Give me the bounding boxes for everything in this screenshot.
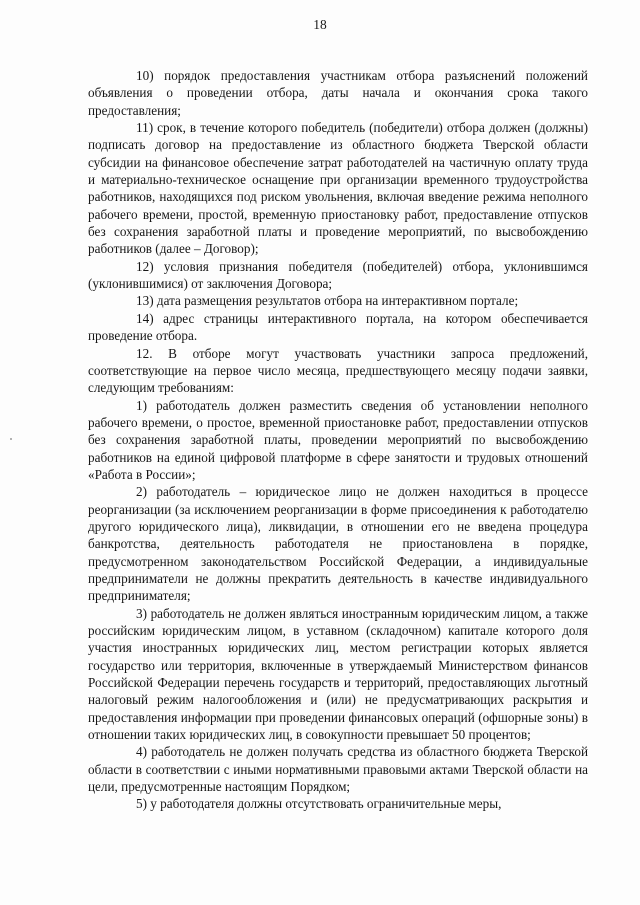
scan-speck [10,438,12,440]
paragraph-item-13: 13) дата размещения результатов отбора на интерактивном портале; [136,293,519,309]
page-number: 18 [313,17,327,32]
paragraph-requirement-2: 2) работодатель – юридическое лицо не должен находиться в процессе реорганизации (за исключением реорганизации в форме присоединения к работодателю другого юридического лица), ликвидации, в отношении его не введена процедура банкротства, деятельность работодателя не приостановлена в порядке, предусмотренном законодательством Российской Федерации, а индивидуальные предприниматели не должны прекратить деятельность в качестве индивидуального предпринимателя; [88,484,588,604]
paragraph-item-10: 10) порядок предоставления участникам отбора разъяснений положений объявления о проведении отбора, даты начала и окончания срока такого предоставления; [88,68,588,118]
paragraph-requirement-1: 1) работодатель должен разместить сведения об установлении неполного рабочего времени, о простое, временной приостановке работ, предоставлении отпусков без сохранения заработной платы, проведении мероприятий по высвобождению работников на единой цифровой платформе в сфере занятости и трудовых отношений «Работа в России»; [88,397,588,482]
paragraph-requirement-4: 4) работодатель не должен получать средства из областного бюджета Тверской области в соответствии с иными нормативными правовыми актами Тверской области на цели, предусмотренные настоящим Порядком; [88,744,588,795]
paragraph-requirement-3: 3) работодатель не должен являться иностранным юридическим лицом, а также российским юридическим лицом, в уставном (складочном) капитале которого доля участия иностранных юридических лиц, местом регистрации которых является государство или территория, включенные в утверждаемый Министерством финансов Российской Федерации перечень государств и территорий, предоставляющих льготный налоговый режим налогообложения и (или) не предусматривающих раскрытия и предоставления информации при проведении финансовых операций (офшорные зоны) в отношении таких юридических лиц, в совокупности превышает 50 процентов; [88,605,588,743]
paragraph-section-12: 12. В отборе могут участвовать участники запроса предложений, соответствующие на первое число месяца, предшествующего месяцу подачи заявки, следующим требованиям: [88,345,588,396]
paragraph-item-11: 11) срок, в течение которого победитель (победители) отбора должен (должны) подписать договор на предоставление из областного бюджета Тверской области субсидии на финансовое обеспечение затрат работодателей на частичную оплату труда и материально-техническое оснащение при организации временного трудоустройства работников, находящихся под риском увольнения, включая введение режима неполного рабочего времени, простой, временную приостановку работ, предоставление отпусков без сохранения заработной платы и проведение мероприятий, по высвобождению работников (далее – Договор); [88,120,588,257]
paragraph-item-12: 12) условия признания победителя (победителей) отбора, уклонившимся (уклонившимися) от заключения Договора; [88,258,588,292]
paragraph-requirement-5: 5) у работодателя должны отсутствовать ограничительные меры, [136,796,502,812]
paragraph-item-14: 14) адрес страницы интерактивного портала, на котором обеспечивается проведение отбора. [88,310,588,344]
document-body [88,67,588,813]
